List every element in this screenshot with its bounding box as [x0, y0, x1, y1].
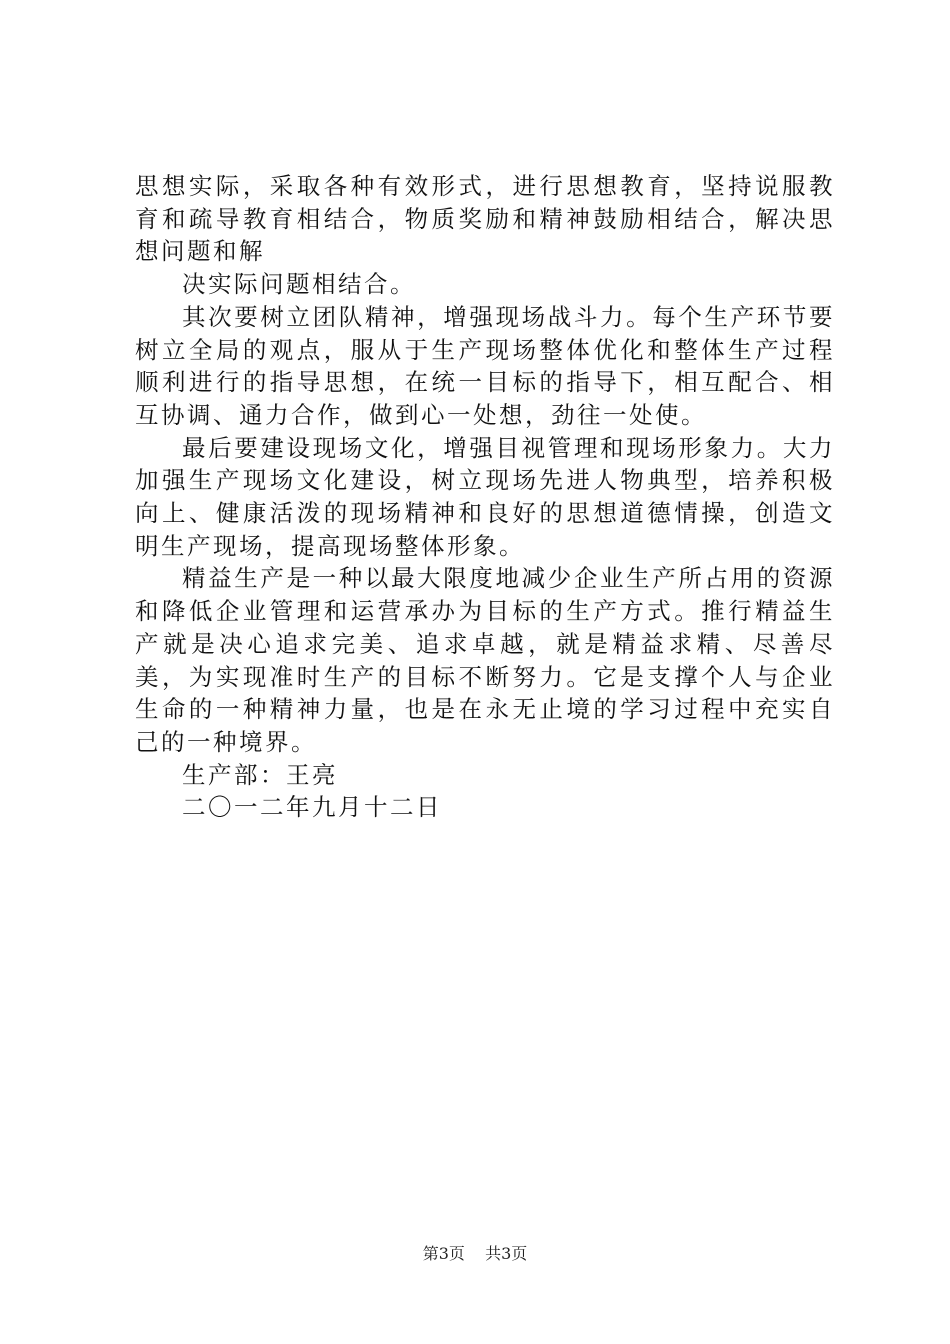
- paragraph-continuation: 思想实际，采取各种有效形式，进行思想教育，坚持说服教育和疏导教育相结合，物质奖励和精神鼓励相结合，解决思想问题和解: [135, 172, 835, 266]
- page-number: 第3页: [422, 1244, 465, 1263]
- paragraph-team-spirit: 其次要树立团队精神，增强现场战斗力。每个生产环节要树立全局的观点，服从于生产现场整体优化和整体生产过程顺利进行的指导思想，在统一目标的指导下，相互配合、相互协调、通力合作，做到心一处想，劲往一处使。: [135, 302, 835, 429]
- paragraph-site-culture: 最后要建设现场文化，增强目视管理和现场形象力。大力加强生产现场文化建设，树立现场先进人物典型，培养积极向上、健康活泼的现场精神和良好的思想道德情操，创造文明生产现场，提高现场整体形象。: [135, 433, 835, 560]
- document-body: [135, 170, 835, 824]
- page-total: 共3页: [485, 1244, 528, 1263]
- signature-line: 生产部：王亮: [182, 760, 338, 789]
- date-line: 二〇一二年九月十二日: [182, 793, 442, 822]
- page-footer: [0, 1244, 950, 1264]
- paragraph-continuation-end: 决实际问题相结合。: [182, 270, 416, 299]
- paragraph-lean-production: 精益生产是一种以最大限度地减少企业生产所占用的资源和降低企业管理和运营承办为目标的生产方式。推行精益生产就是决心追求完美、追求卓越，就是精益求精、尽善尽美，为实现准时生产的目标不断努力。它是支撑个人与企业生命的一种精神力量，也是在永无止境的学习过程中充实自己的一种境界。: [135, 564, 835, 756]
